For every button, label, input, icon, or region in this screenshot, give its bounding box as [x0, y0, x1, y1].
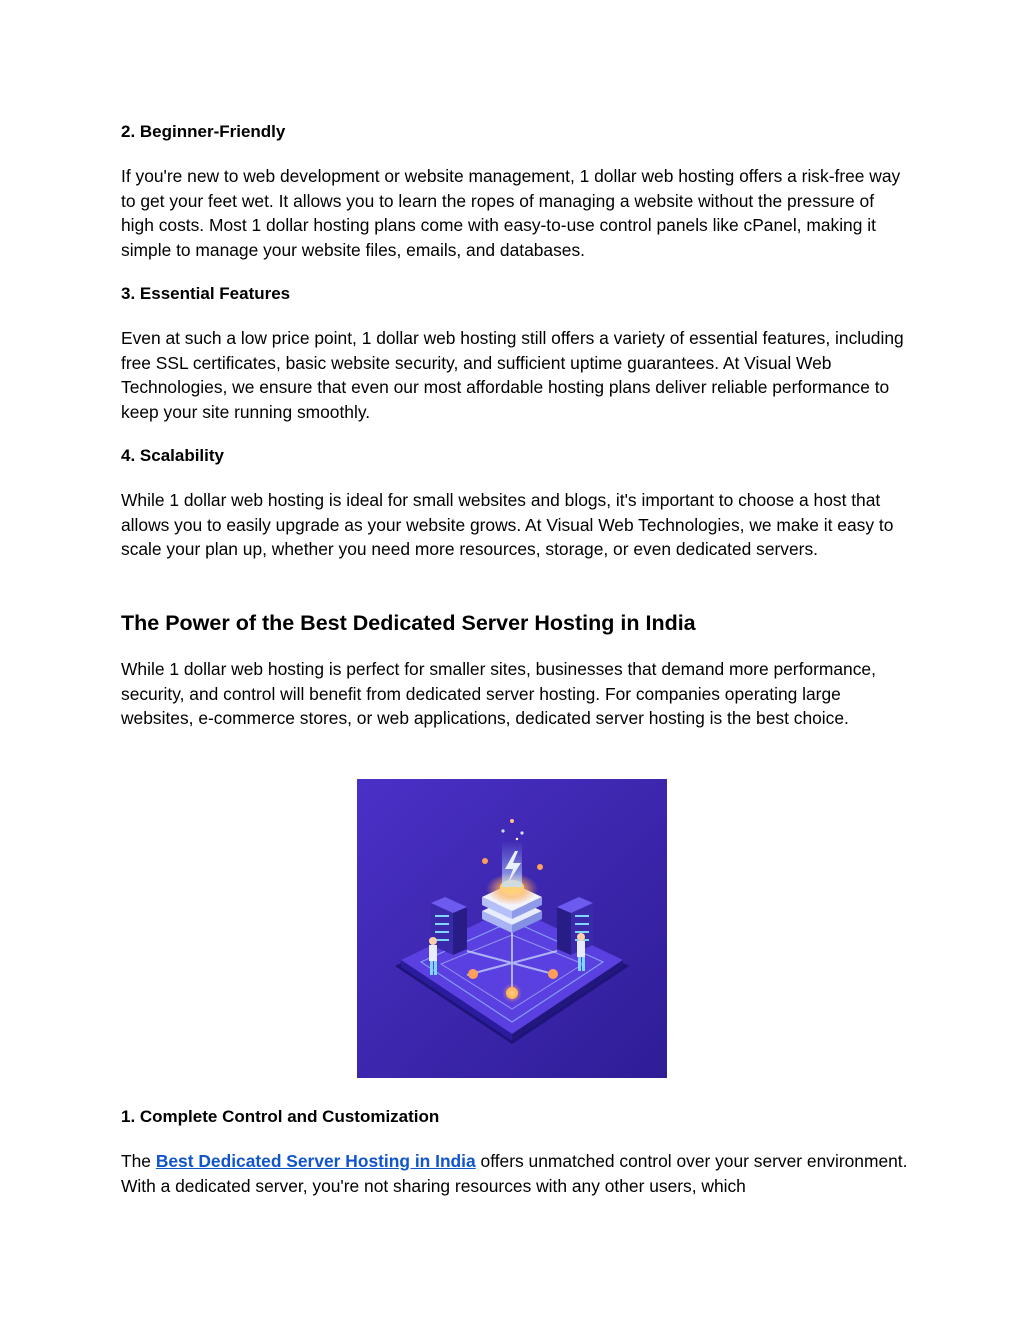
paragraph-scalability: While 1 dollar web hosting is ideal for small websites and blogs, it's important to choose a host that allows you to easily upgrade as your website grows. At Visual Web Technologies, we make it easy to scale your plan up, whether you need more resources, storage, or even dedicated servers. [121, 490, 894, 559]
paragraph-text-start: The [121, 1151, 156, 1171]
best-dedicated-server-link[interactable]: Best Dedicated Server Hosting in India [155, 1151, 476, 1171]
left-person-figure [429, 937, 437, 975]
heading-essential-features: 3. Essential Features [121, 284, 291, 303]
paragraph-beginner-friendly: If you're new to web development or website management, 1 dollar web hosting offers a risk-free way to get your feet wet. It allows you to learn the ropes of managing a website without the pressure of high costs. Most 1 dollar hosting plans come with easy-to-use control panels like cPanel, making it simple to manage your website files, emails, and databases. [121, 166, 901, 260]
server-illustration-image [357, 779, 667, 1078]
paragraph-text-end: offers unmatched control over your server environment. With a dedicated server, you're not sharing resources with any other users, which [121, 1151, 908, 1196]
paragraph-complete-control [121, 1149, 911, 1198]
paragraph-essential-features: Even at such a low price point, 1 dollar web hosting still offers a variety of essential features, including free SSL certificates, basic website security, and sufficient uptime guarantees. At Visual Web Technologies, we ensure that even our most affordable hosting plans deliver reliable performance to keep your site running smoothly. [121, 328, 904, 422]
node-left [468, 969, 478, 979]
right-person-figure [577, 933, 585, 971]
paragraph-dedicated-server: While 1 dollar web hosting is perfect for smaller sites, businesses that demand more performance, security, and control will benefit from dedicated server hosting. For companies operating large websites, e-commerce stores, or web applications, dedicated server hosting is the best choice. [121, 659, 876, 728]
heading-beginner-friendly: 2. Beginner-Friendly [121, 122, 286, 141]
node-right [548, 969, 558, 979]
heading-scalability: 4. Scalability [121, 446, 224, 465]
heading-complete-control: 1. Complete Control and Customization [121, 1107, 440, 1126]
section-title-dedicated-server: The Power of the Best Dedicated Server Hosting in India [121, 611, 696, 635]
